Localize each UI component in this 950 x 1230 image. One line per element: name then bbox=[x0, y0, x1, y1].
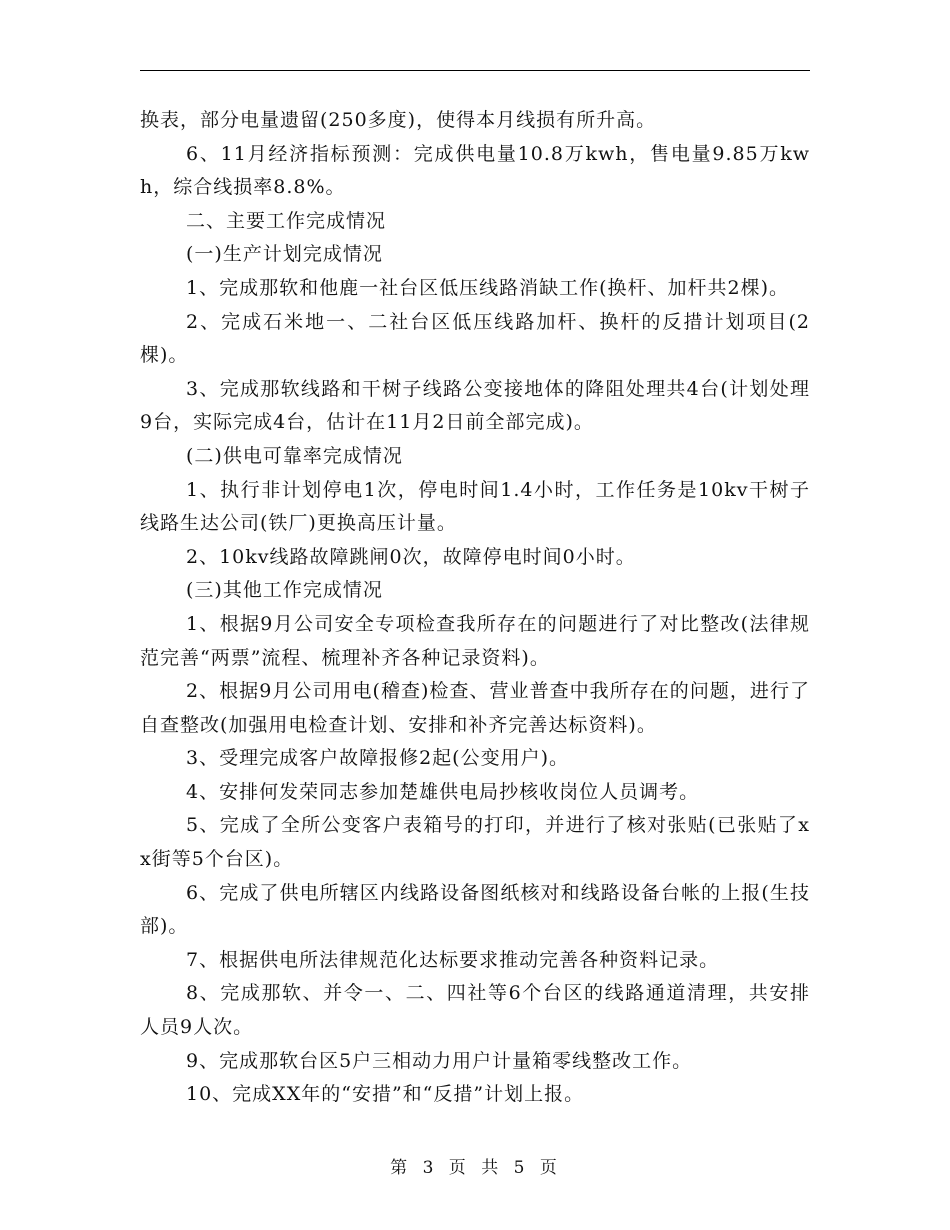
subsection-heading: (一)生产计划完成情况 bbox=[186, 243, 383, 266]
paragraph: 换表，部分电量遗留(250多度)，使得本月线损有所升高。 bbox=[140, 109, 657, 131]
paragraph: 7、根据供电所法律规范化达标要求推动完善各种资料记录。 bbox=[186, 948, 720, 971]
paragraph: 8、完成那软、并令一、二、四社等6个台区的线路通道清理，共安排人员9人次。 bbox=[140, 982, 810, 1039]
total-pages-number: 5 bbox=[513, 1158, 528, 1178]
subsection-heading: (三)其他工作完成情况 bbox=[186, 579, 383, 602]
paragraph: 2、根据9月公司用电(稽查)检查、营业普查中我所存在的问题，进行了自查整改(加强用电检查计划、安排和补齐完善达标资料)。 bbox=[140, 680, 810, 736]
paragraph: 2、10kv线路故障跳闸0次，故障停电时间0小时。 bbox=[186, 545, 636, 568]
header-rule bbox=[140, 70, 810, 71]
page-footer bbox=[0, 1153, 950, 1178]
paragraph: 3、受理完成客户故障报修2起(公变用户)。 bbox=[186, 747, 570, 770]
document-body bbox=[140, 104, 810, 1112]
subsection-heading: (二)供电可靠率完成情况 bbox=[186, 444, 403, 467]
section-heading: 二、主要工作完成情况 bbox=[186, 209, 387, 232]
paragraph: 2、完成石米地一、二社台区低压线路加杆、换杆的反措计划项目(2棵)。 bbox=[140, 310, 810, 367]
paragraph: 3、完成那软线路和干树子线路公变接地体的降阻处理共4台(计划处理9台，实际完成4台，估计在11月2日前全部完成)。 bbox=[140, 377, 810, 434]
footer-label-ye: 页 bbox=[448, 1158, 469, 1178]
footer-label-di: 第 bbox=[390, 1158, 411, 1178]
footer-label-ye-2: 页 bbox=[539, 1158, 560, 1178]
paragraph: 5、完成了全所公变客户表箱号的打印，并进行了核对张贴(已张贴了xx街等5个台区)。 bbox=[140, 814, 810, 871]
current-page-number: 3 bbox=[422, 1158, 437, 1178]
paragraph: 6、完成了供电所辖区内线路设备图纸核对和线路设备台帐的上报(生技部)。 bbox=[140, 881, 810, 938]
paragraph: 4、安排何发荣同志参加楚雄供电局抄核收岗位人员调考。 bbox=[186, 780, 700, 803]
paragraph: 1、完成那软和他鹿一社台区低压线路消缺工作(换杆、加杆共2棵)。 bbox=[186, 276, 790, 299]
paragraph: 1、执行非计划停电1次，停电时间1.4小时，工作任务是10kv干树子线路生达公司(铁厂)更换高压计量。 bbox=[140, 478, 810, 535]
paragraph: 9、完成那软台区5户三相动力用户计量箱零线整改工作。 bbox=[186, 1049, 693, 1072]
paragraph: 1、根据9月公司安全专项检查我所存在的问题进行了对比整改(法律规范完善“两票”流程、梳理补齐各种记录资料)。 bbox=[140, 612, 810, 669]
paragraph: 10、完成XX年的“安措”和“反措”计划上报。 bbox=[186, 1083, 585, 1106]
paragraph: 6、11月经济指标预测：完成供电量10.8万kwh，售电量9.85万kwh，综合线损率8.8%。 bbox=[140, 142, 810, 199]
footer-label-gong: 共 bbox=[481, 1158, 502, 1178]
